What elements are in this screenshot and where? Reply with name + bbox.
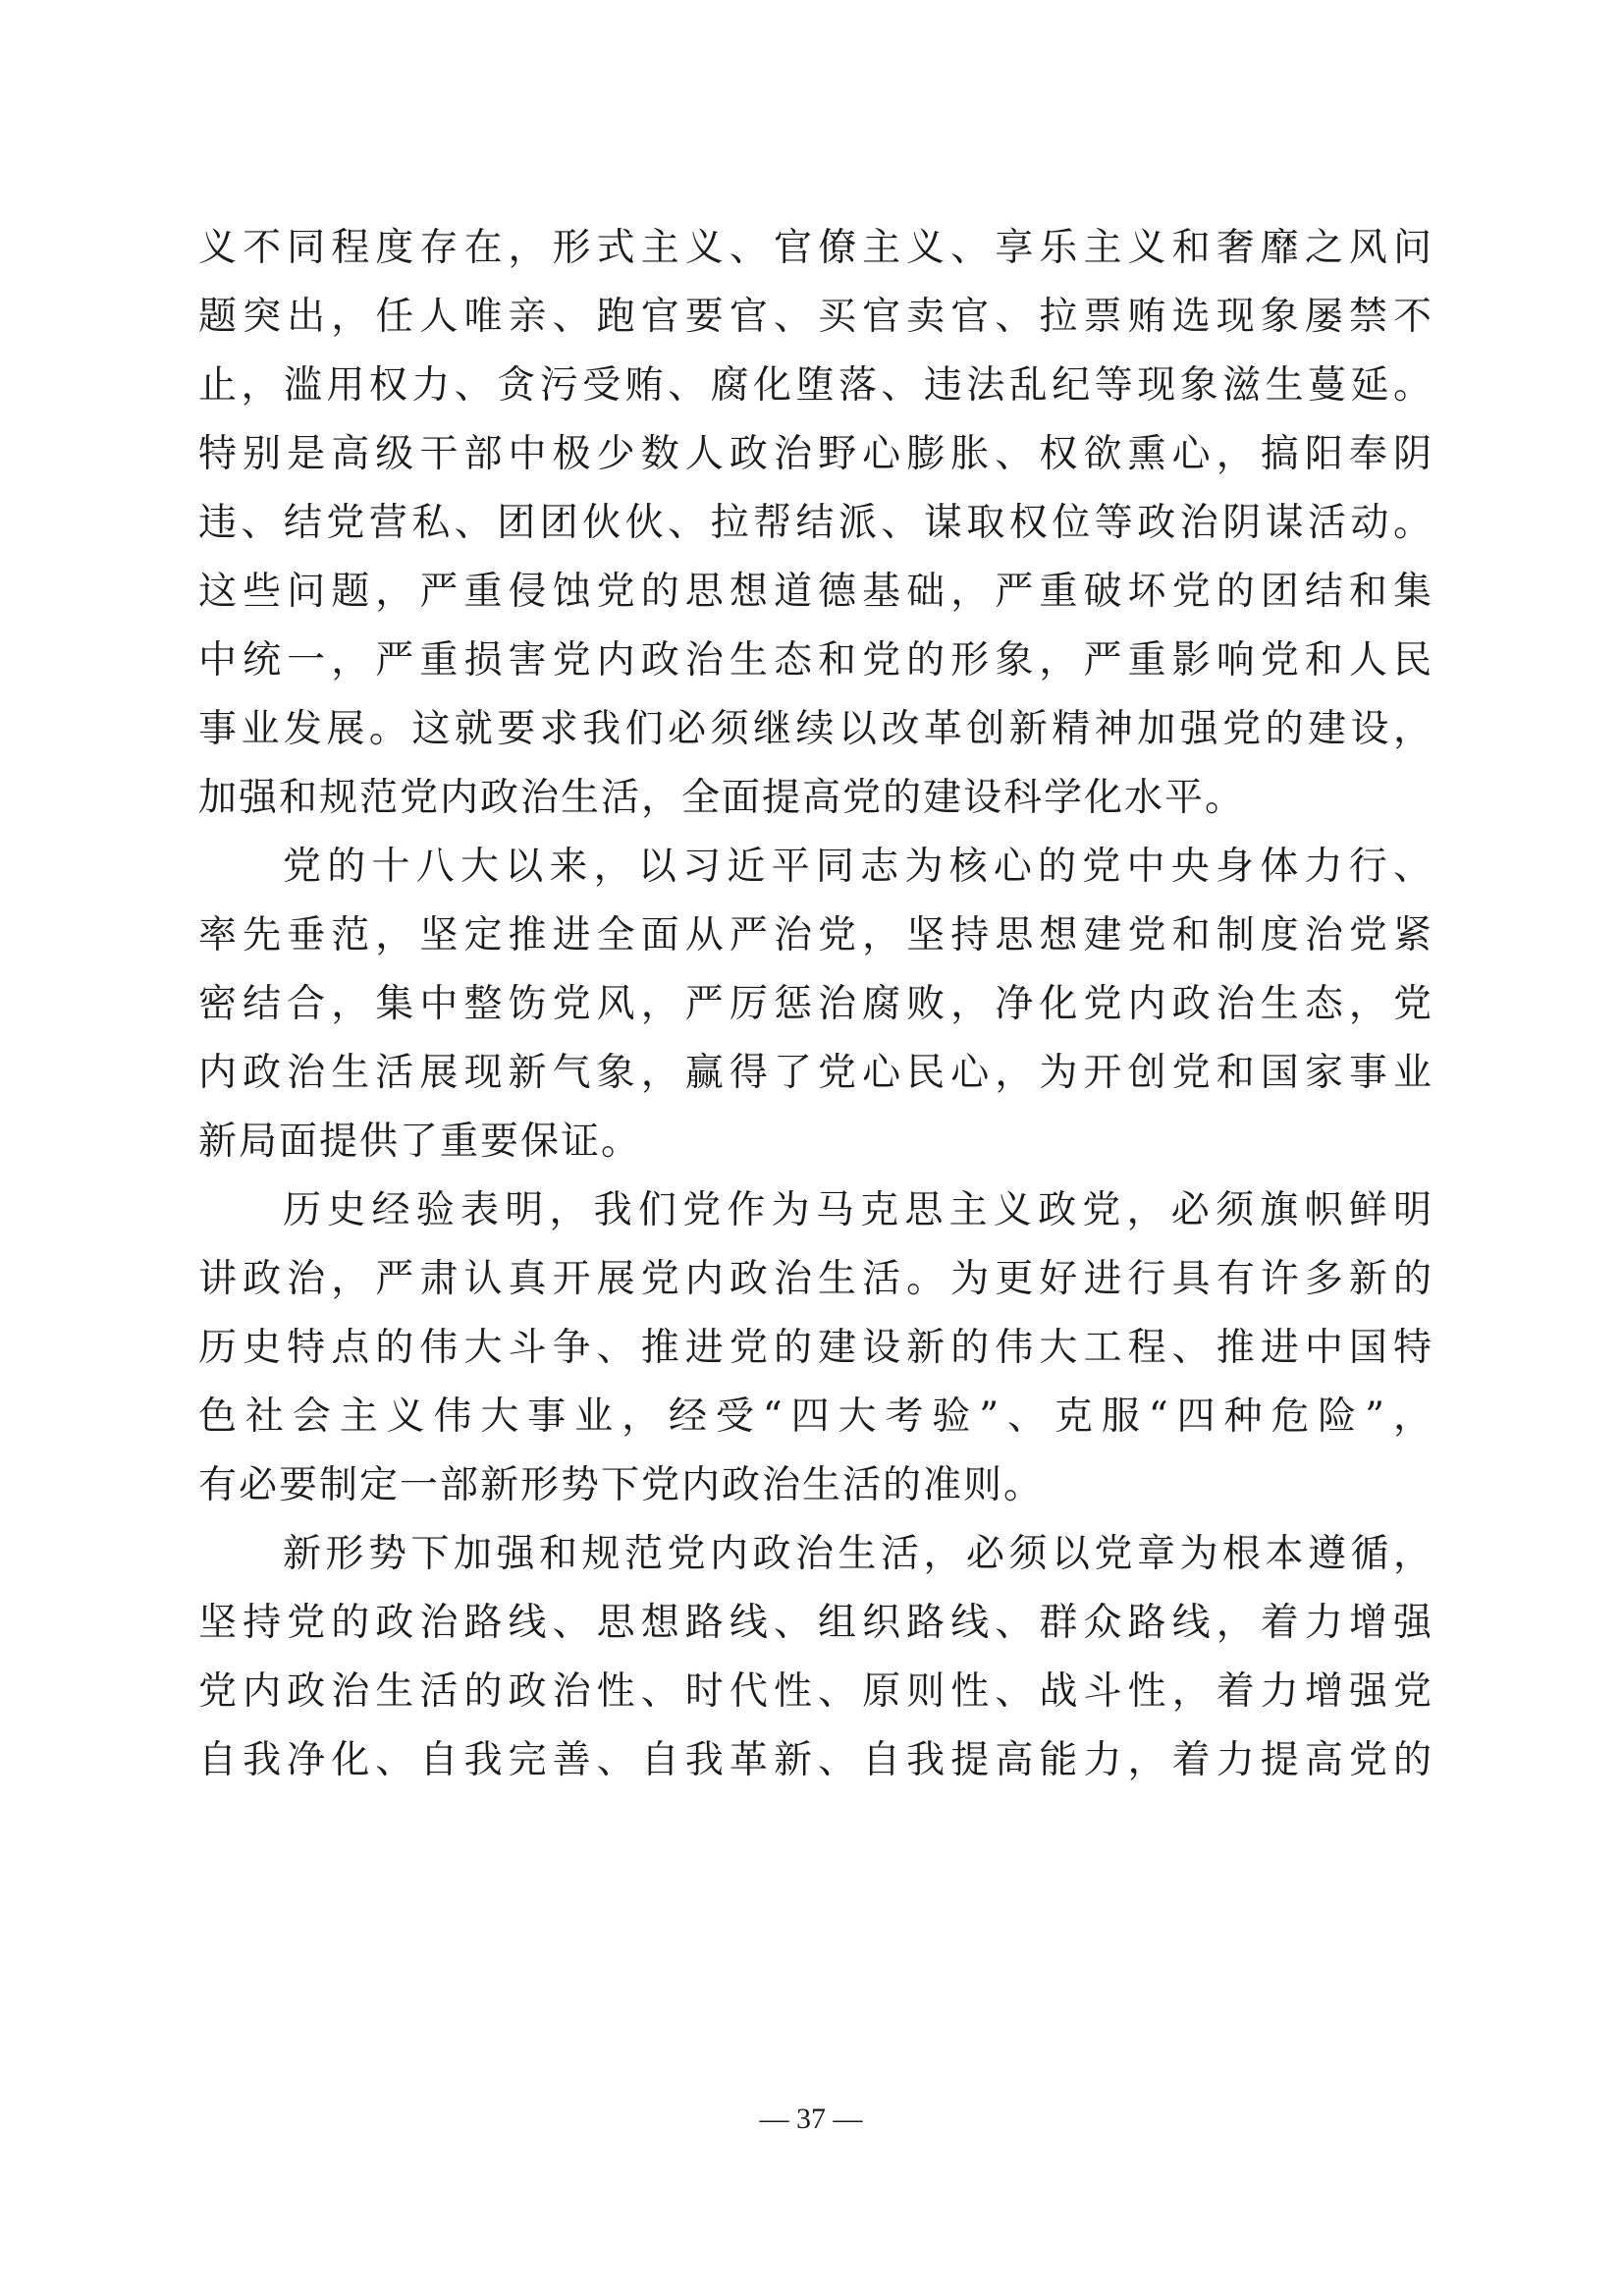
text-line: 违、结党营私、团团伙伙、拉帮结派、谋取权位等政治阴谋活动。 (198, 501, 1433, 545)
text-line: 内政治生活展现新气象，赢得了党心民心，为开创党和国家事业 (198, 1051, 1433, 1095)
text-line: 讲政治，严肃认真开展党内政治生活。为更好进行具有许多新的 (198, 1257, 1433, 1301)
text-line: 题突出，任人唯亲、跑官要官、买官卖官、拉票贿选现象屡禁不 (198, 295, 1433, 339)
text-line: 义不同程度存在，形式主义、官僚主义、享乐主义和奢靡之风问 (198, 226, 1433, 270)
text-line: 事业发展。这就要求我们必须继续以改革创新精神加强党的建设， (198, 707, 1433, 751)
text-line: 特别是高级干部中极少数人政治野心膨胀、权欲熏心，搞阳奉阴 (198, 432, 1433, 476)
text-line: 加强和规范党内政治生活，全面提高党的建设科学化水平。 (198, 776, 1246, 820)
text-line: 历史特点的伟大斗争、推进党的建设新的伟大工程、推进中国特 (198, 1326, 1433, 1370)
text-line: 密结合，集中整饬党风，严厉惩治腐败，净化党内政治生态，党 (198, 982, 1433, 1026)
text-line: 中统一，严重损害党内政治生态和党的形象，严重影响党和人民 (198, 638, 1433, 683)
text-line: 自我净化、自我完善、自我革新、自我提高能力，着力提高党的 (198, 1738, 1433, 1782)
text-line: 坚持党的政治路线、思想路线、组织路线、群众路线，着力增强 (198, 1601, 1433, 1645)
page-number: — 37 — (759, 2103, 863, 2135)
text-line: 这些问题，严重侵蚀党的思想道德基础，严重破坏党的团结和集 (198, 570, 1433, 614)
text-line: 新局面提供了重要保证。 (198, 1120, 642, 1164)
text-line: 率先垂范，坚定推进全面从严治党，坚持思想建党和制度治党紧 (198, 913, 1433, 957)
text-line: 党内政治生活的政治性、时代性、原则性、战斗性，着力增强党 (198, 1669, 1433, 1714)
paragraph-first-line: 新形势下加强和规范党内政治生活，必须以党章为根本遵循， (283, 1532, 1433, 1576)
paragraph-first-line: 党的十八大以来，以习近平同志为核心的党中央身体力行、 (283, 845, 1433, 889)
text-line: 止，滥用权力、贪污受贿、腐化堕落、违法乱纪等现象滋生蔓延。 (198, 363, 1433, 408)
paragraph-first-line: 历史经验表明，我们党作为马克思主义政党，必须旗帜鲜明 (283, 1188, 1433, 1232)
text-line: 色社会主义伟大事业，经受“四大考验”、克服“四种危险”， (198, 1394, 1433, 1439)
text-line: 有必要制定一部新形势下党内政治生活的准则。 (198, 1463, 1045, 1507)
body-text (198, 214, 1433, 1795)
